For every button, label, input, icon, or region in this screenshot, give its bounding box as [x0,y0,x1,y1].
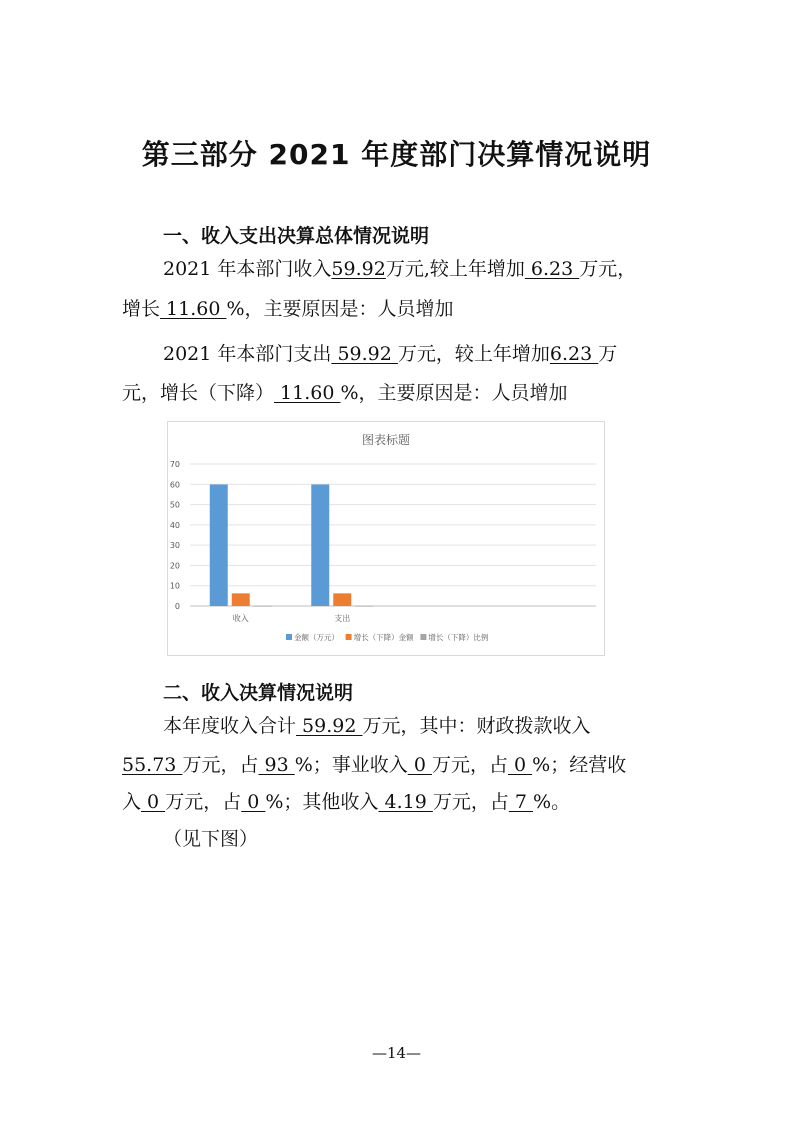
legend-swatch [346,634,352,640]
chart-title: 图表标题 [361,433,411,447]
other-income: 4.19 [378,791,433,813]
section1-paragraph1-line1: 2021 年本部门收入59.92万元,较上年增加 6.23 万元， [163,258,637,280]
bar-1-0 [311,484,329,606]
y-tick-label: 0 [174,602,180,611]
operating-percent: 0 [241,791,266,813]
bar-1-1 [333,593,351,606]
expense-increase: 6.23 [549,343,599,365]
fiscal-percent: 93 [258,754,295,776]
business-percent: 0 [507,754,533,776]
total-income: 59.92 [296,715,363,737]
expense-growth: 11.60 [274,382,341,404]
legend-swatch [286,634,292,640]
see-figure-note: （见下图） [163,828,259,850]
y-tick-label: 70 [169,460,180,469]
page-number: —14— [371,1044,422,1062]
legend-swatch [420,634,426,640]
bar-chart [168,422,604,655]
y-tick-label: 20 [169,561,180,571]
business-income: 0 [407,754,432,776]
bar-1-2 [355,606,373,607]
x-category-label: 支出 [334,614,351,623]
bar-0-0 [210,484,228,606]
fiscal-income: 55.73 [122,754,183,776]
y-tick-label: 10 [169,581,180,591]
y-tick-label: 40 [169,520,180,530]
legend-label: 增长（下降）金额 [353,633,414,642]
section1-paragraph2-line2: 元，增长（下降） 11.60 %，主要原因是：人员增加 [122,382,568,404]
income-growth: 11.60 [160,298,227,320]
other-percent: 7 [508,791,534,813]
bar-0-1 [232,593,250,606]
y-tick-label: 50 [169,500,180,510]
section2-line3: 入 0 万元，占 0 %；其他收入 4.19 万元，占 7 %。 [122,791,571,813]
bar-0-2 [254,606,272,607]
x-category-label: 收入 [232,614,249,623]
section2-line1: 本年度收入合计 59.92 万元，其中：财政拨款收入 [163,715,591,737]
y-tick-label: 60 [169,480,180,490]
section1-paragraph1-line2: 增长 11.60 %，主要原因是：人员增加 [122,298,454,320]
page-title: 第三部分 2021 年度部门决算情况说明 [141,138,652,171]
expense-amount: 59.92 [331,343,398,365]
section1-paragraph2-line1: 2021 年本部门支出 59.92 万元，较上年增加6.23 万 [163,343,618,365]
section2-line2: 55.73 万元，占 93 %；事业收入 0 万元，占 0 %；经营收 [122,754,627,776]
income-increase: 6.23 [524,258,580,280]
y-tick-label: 30 [169,541,180,551]
income-amount: 59.92 [331,258,386,280]
section1-heading: 一、收入支出决算总体情况说明 [163,225,430,247]
legend-label: 金额（万元） [294,633,339,642]
operating-income: 0 [141,791,166,813]
chart-frame [167,421,605,656]
section2-heading: 二、收入决算情况说明 [163,682,354,704]
legend-label: 增长（下降）比例 [428,633,489,642]
